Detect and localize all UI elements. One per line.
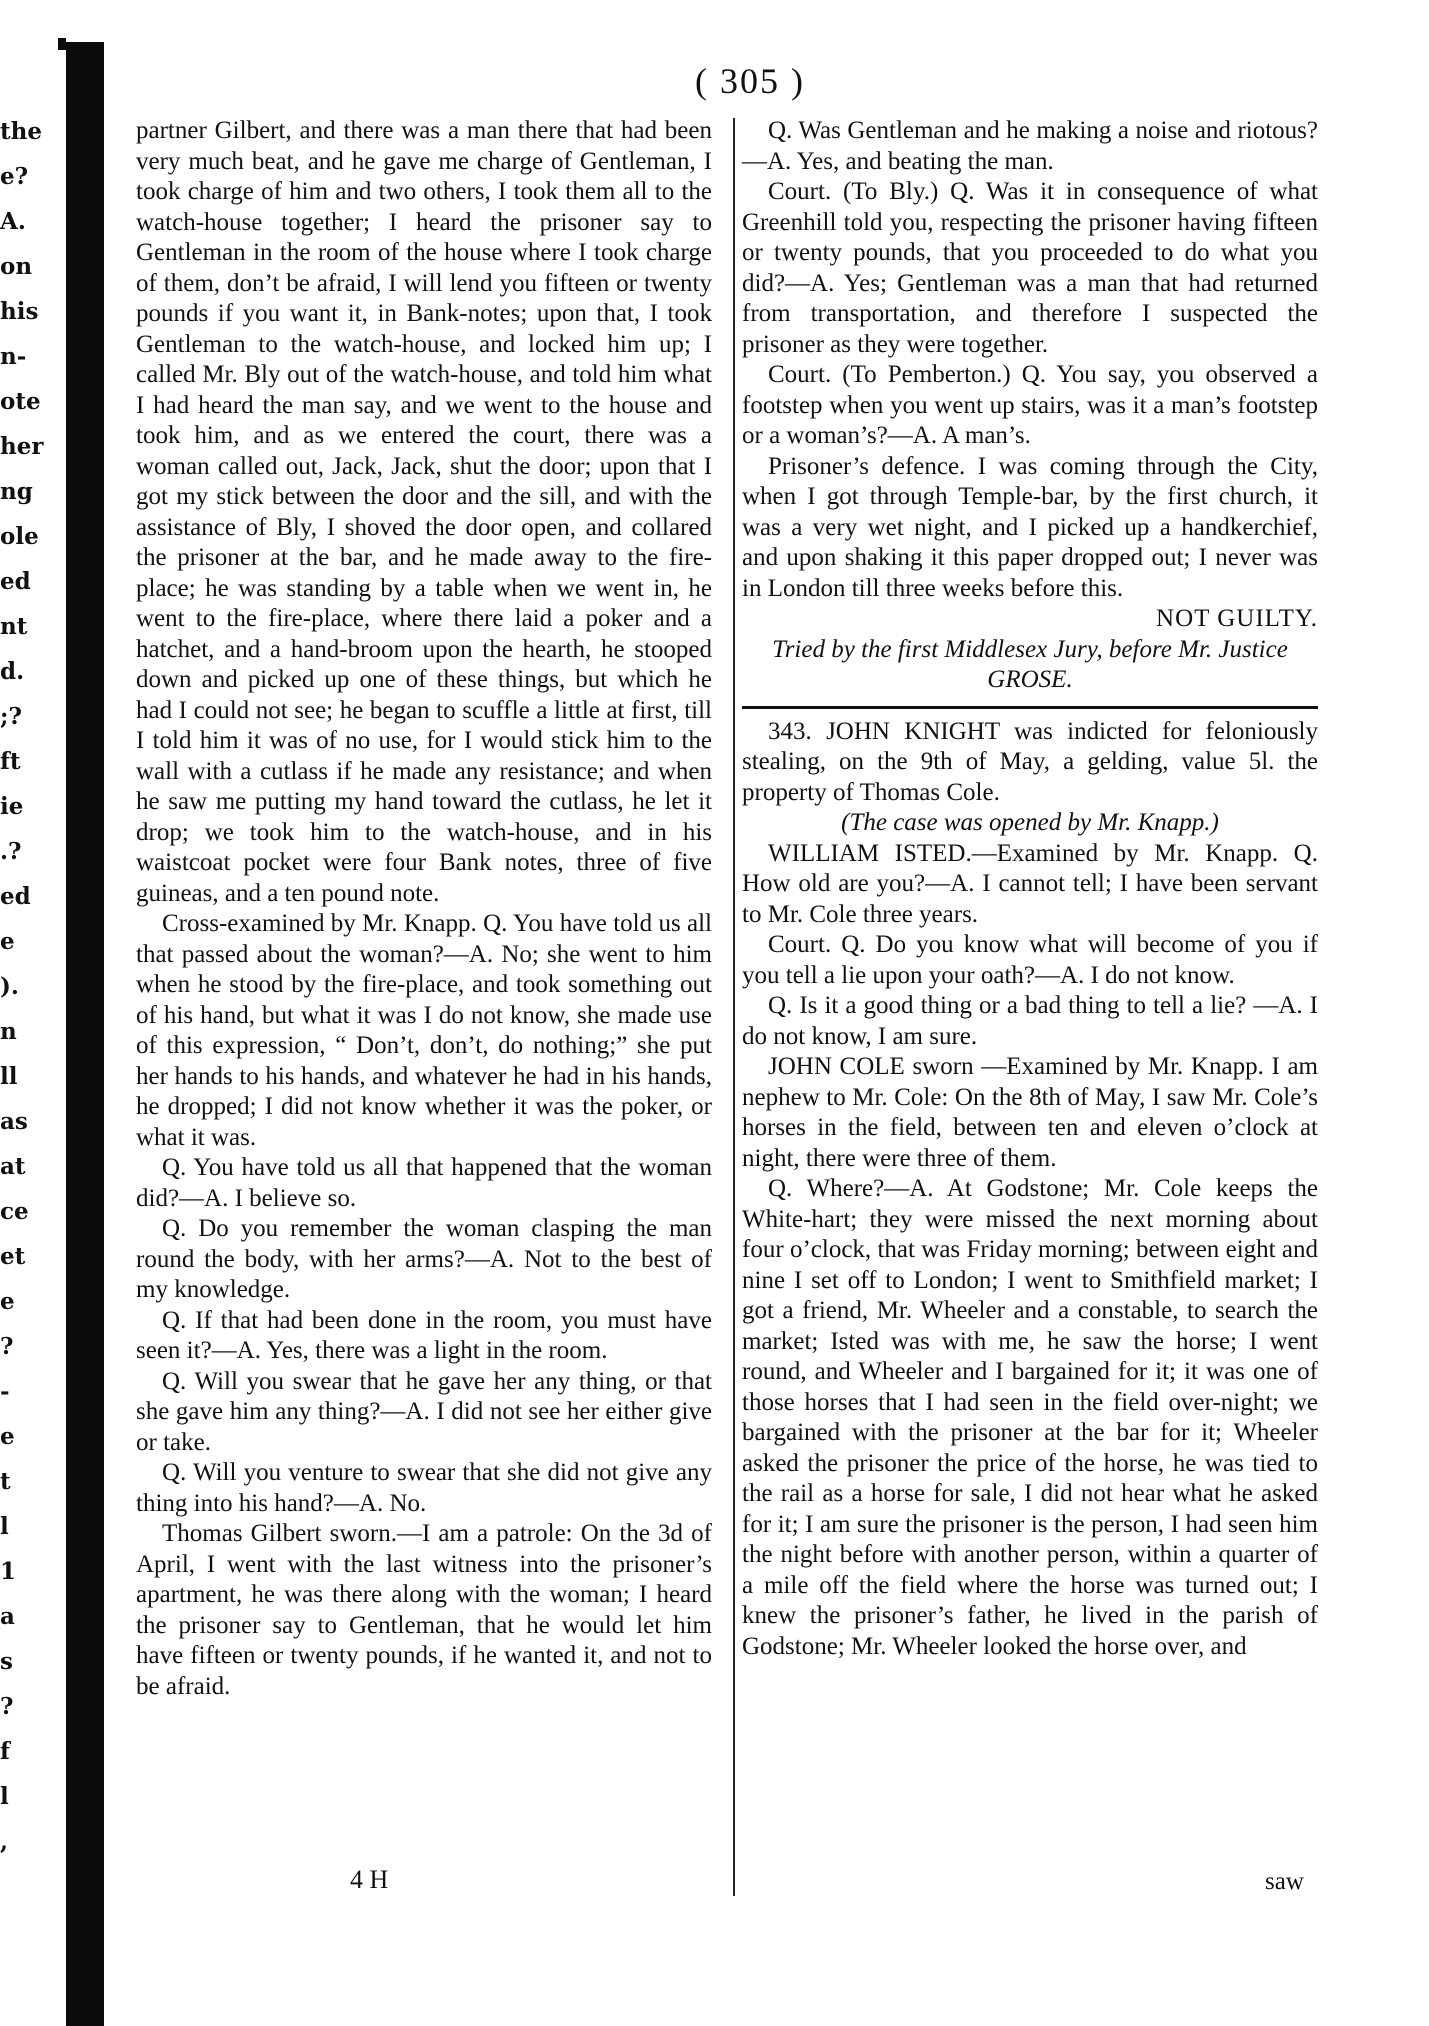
bleed-fragment: ,: [0, 1828, 9, 1855]
right-column: [742, 116, 1318, 1662]
paragraph: partner Gilbert, and there was a man there that had been very much beat, and he gave me charge of Gentleman, I took charge of him and two others, I took them all to the watch-house together; I heard the prisoner say to Gentleman in the room of the house where I took charge of them, don’t be afraid, I will lend you fifteen or twenty pounds if you want it, in Bank-notes; upon that, I took Gentleman to the watch-house, and locked him up; I called Mr. Bly out of the watch-house, and told him what I had heard the man say, and we went to the house and took him, and as we entered the court, there was a woman called out, Jack, Jack, shut the door; upon that I got my stick between the door and the sill, and with the assistance of Bly, I shoved the door open, and collared the prisoner at the bar, and he made away to the fire-place; he was standing by a table when we went in, he went to the fire-place, where there laid a poker and a hatchet, and a hand-broom upon the hearth, he stooped down and picked up one of these things, but which he had I could not see; he began to scuffle a little at first, till I told him it was of no use, for I would stick him to the wall with a cutlass if he made any resistance; and when he saw me putting my hand toward the cutlass, he let it drop; we took him to the watch-house, and in his waistcoat pocket were four Bank notes, three of five guineas, and a ten pound note.: [136, 117, 712, 907]
bleed-fragment: ;?: [0, 703, 22, 730]
bleed-fragment: e: [0, 1423, 15, 1450]
bleed-fragment: n-: [0, 343, 27, 370]
bleed-fragment: A.: [0, 208, 26, 235]
paragraph: Q. If that had been done in the room, you must have seen it?—A. Yes, there was a light in the room.: [136, 1306, 712, 1364]
paragraph: NOT GUILTY.: [1156, 605, 1318, 632]
bleed-fragment: s: [0, 1648, 13, 1675]
bleed-fragment: a: [0, 1603, 15, 1630]
paragraph: Court. (To Pemberton.) Q. You say, you observed a footstep when you went up stairs, was it a man’s footstep or a woman’s?—A. A man’s.: [742, 361, 1318, 449]
paragraph: 343. JOHN KNIGHT was indicted for feloniously stealing, on the 9th of May, a gelding, value 5l. the property of Thomas Cole.: [742, 717, 1318, 806]
bleed-fragment: et: [0, 1243, 26, 1270]
bleed-fragment: t: [0, 1468, 11, 1495]
bleed-fragment: ?: [0, 1333, 14, 1360]
bleed-fragment: e: [0, 1288, 15, 1315]
bleed-fragment: n: [0, 1018, 17, 1045]
section-rule: [742, 706, 1318, 709]
paragraph: Q. Is it a good thing or a bad thing to tell a lie? —A. I do not know, I am sure.: [742, 992, 1318, 1050]
paragraph: Thomas Gilbert sworn.—I am a patrole: On the 3d of April, I went with the last witness into the prisoner’s apartment, he was there along with the woman; I heard the prisoner say to Gentleman, that he would let him have fifteen or twenty pounds, if he wanted it, and not to be afraid.: [136, 1520, 712, 1700]
bleed-fragment: ?: [0, 1693, 14, 1720]
bleed-fragment: ed: [0, 568, 31, 595]
bleed-fragment: ed: [0, 883, 31, 910]
paragraph: Tried by the first Middlesex Jury, before Mr. Justice GROSE.: [772, 635, 1288, 693]
binding-mark: [58, 38, 66, 50]
bleed-fragment: ote: [0, 388, 41, 415]
bleed-fragment: 1: [0, 1558, 17, 1585]
bleed-fragment: -: [0, 1378, 10, 1405]
bleed-fragment: ole: [0, 523, 39, 550]
paragraph: Q. Was Gentleman and he making a noise and riotous?—A. Yes, and beating the man.: [742, 117, 1318, 175]
bleed-fragment: l: [0, 1513, 9, 1540]
bleed-fragment: her: [0, 433, 44, 460]
bleed-fragment: his: [0, 298, 39, 325]
bleed-fragment: ft: [0, 748, 21, 775]
paragraph: Q. You have told us all that happened that the woman did?—A. I believe so.: [136, 1154, 712, 1212]
bleed-fragment: e?: [0, 163, 29, 190]
column-divider: [733, 118, 735, 1896]
bleed-fragment: .?: [0, 838, 22, 865]
bleed-fragment: ng: [0, 478, 33, 505]
page-number: ( 305 ): [695, 61, 805, 101]
bleed-fragment: the: [0, 118, 42, 145]
paragraph: Court. (To Bly.) Q. Was it in consequence of what Greenhill told you, respecting the prisoner having fifteen or twenty pounds, that you proceeded to do what you did?—A. Yes; Gentleman was a man that had returned from transportation, and therefore I suspected the prisoner as they were together.: [742, 178, 1318, 358]
bleed-fragment: ).: [0, 973, 19, 1000]
bleed-fragment: f: [0, 1738, 10, 1765]
paragraph: Q. Do you remember the woman clasping the man round the body, with her arms?—A. Not to the best of my knowledge.: [136, 1215, 712, 1303]
paragraph: JOHN COLE sworn —Examined by Mr. Knapp. I am nephew to Mr. Cole: On the 8th of May, I saw Mr. Cole’s horses in the field, between ten and eleven o’clock at night, there were three of them.: [742, 1053, 1318, 1172]
paragraph: Prisoner’s defence. I was coming through the City, when I got through Temple-bar, by the first church, it was a very wet night, and I picked up a handkerchief, and upon shaking it this paper dropped out; I never was in London till three weeks before this.: [742, 452, 1318, 602]
bleed-fragment: l: [0, 1783, 9, 1810]
bleed-fragment: ll: [0, 1063, 18, 1090]
catchword: saw: [1265, 1868, 1304, 1895]
paragraph: WILLIAM ISTED.—Examined by Mr. Knapp. Q. How old are you?—A. I cannot tell; I have been servant to Mr. Cole three years.: [742, 839, 1318, 928]
paragraph: Q. Will you venture to swear that she did not give any thing into his hand?—A. No.: [136, 1459, 712, 1517]
bleed-fragment: d.: [0, 658, 25, 685]
paragraph: Court. Q. Do you know what will become of you if you tell a lie upon your oath?—A. I do not know.: [742, 931, 1318, 989]
paragraph: Q. Will you swear that he gave her any thing, or that she gave him any thing?—A. I did not see her either give or take.: [136, 1367, 712, 1456]
bleed-fragment: as: [0, 1108, 28, 1135]
signature-mark: 4 H: [350, 1865, 389, 1894]
paragraph: Q. Where?—A. At Godstone; Mr. Cole keeps the White-hart; they were missed the next morning about four o’clock, that was Friday morning; between eight and nine I set off to London; I went to Smithfield market; I got a friend, Mr. Wheeler and a constable, to search the market; Isted was with me, he saw the horse; I went round, and Wheeler and I bargained for it; it was one of those horses that I had seen in the field over-night; we bargained with the prisoner at the bar for it; Wheeler asked the prisoner the price of the horse, he was tied to the rail as a horse for sale, I did not hear what he asked for it; I am sure the prisoner is the person, I had seen him the night before with another person, within a quarter of a mile off the field where the horse was turned out; I knew the prisoner’s father, he lived in the parish of Godstone; Mr. Wheeler looked the horse over, and: [742, 1175, 1318, 1660]
bleed-fragment: at: [0, 1153, 26, 1180]
bleed-fragment: nt: [0, 613, 28, 640]
binding-gutter: [66, 42, 104, 2026]
bleed-fragment: ce: [0, 1198, 29, 1225]
paragraph: Cross-examined by Mr. Knapp. Q. You have told us all that passed about the woman?—A. No; she went to him when he stood by the fire-place, and took something out of his hand, but what it was I do not know, she made use of this expression, “ Don’t, don’t, do nothing;” she put her hands to his hands, and whatever he had in his hands, he dropped; I did not know whether it was the poker, or what it was.: [136, 910, 712, 1151]
bleed-fragment: e: [0, 928, 15, 955]
left-column: [136, 116, 712, 1702]
paragraph: (The case was opened by Mr. Knapp.): [841, 809, 1219, 836]
bleed-fragment: ie: [0, 793, 24, 820]
bleed-fragment: on: [0, 253, 33, 280]
